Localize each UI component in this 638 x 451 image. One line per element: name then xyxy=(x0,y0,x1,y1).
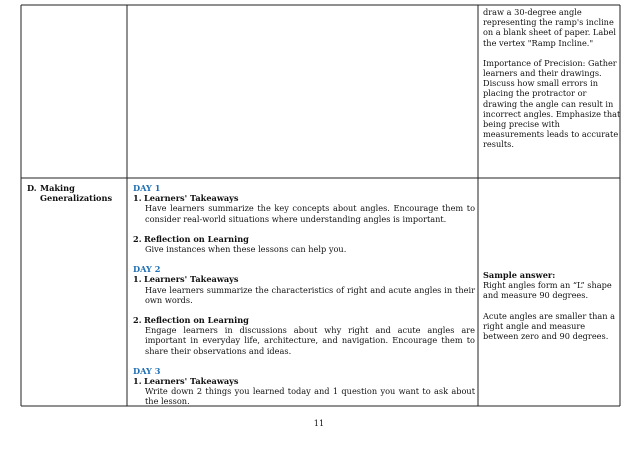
item-title: Learners' Takeaways xyxy=(144,193,239,204)
item-text: Have learners summarize the characteristics of right and acute angles in their own words. xyxy=(145,284,475,305)
sample-answer-acute-angles: Acute angles are smaller than a right angle and measure between zero and 90 degrees. xyxy=(483,310,616,342)
item-number: 2. xyxy=(133,233,142,244)
item-text: Engage learners in discussions about why right and acute angles are important in everyday life, architecture, and navigation. Encourage them to share their observations and ideas. xyxy=(145,325,475,356)
section-title-line1: Making xyxy=(40,183,75,193)
ramp-instruction-text: draw a 30-degree angle representing the ramp's incline on a blank sheet of paper. Label the vertex "Ramp Incline." xyxy=(483,7,616,48)
list-item xyxy=(133,234,475,254)
day-label: DAY 1 xyxy=(133,183,161,193)
item-text: Give instances when these lessons can help you. xyxy=(145,244,347,255)
sample-answer-title: Sample answer: xyxy=(483,270,556,280)
section-label-cell xyxy=(27,183,117,203)
precision-paragraph: Importance of Precision: Gather learners and their drawings. Discuss how small errors in placing the protractor or drawing the angle can result in incorrect angles. Emphasize that being precise with measurements leads to accurate results. xyxy=(483,57,621,150)
section-title-line2: Generalizations xyxy=(40,193,113,204)
list-item xyxy=(133,376,475,407)
item-title: Learners' Takeaways xyxy=(144,376,239,387)
day-label: DAY 2 xyxy=(133,264,161,275)
section-heading xyxy=(27,183,117,203)
sample-answer-right-angles: Right angles form an “L” shape and measure 90 degrees. xyxy=(483,280,612,301)
item-number: 1. xyxy=(133,274,142,285)
item-title: Reflection on Learning xyxy=(144,315,249,326)
list-item xyxy=(133,274,475,305)
list-item xyxy=(133,315,475,356)
item-text: Write down 2 things you learned today and 1 question you want to ask about the lesson. xyxy=(145,386,475,407)
list-item xyxy=(133,193,475,224)
lesson-content-cell xyxy=(133,183,475,407)
item-number: 1. xyxy=(133,376,142,387)
item-title: Learners' Takeaways xyxy=(144,274,239,285)
item-text: Have learners summarize the key concepts about angles. Encourage them to consider real-world situations where understanding angles is important. xyxy=(145,203,475,224)
section-letter: D. xyxy=(27,183,37,193)
item-title: Reflection on Learning xyxy=(144,233,249,244)
page-number: 11 xyxy=(313,418,325,428)
day-label: DAY 3 xyxy=(133,365,161,376)
item-number: 1. xyxy=(133,193,142,204)
sample-answer-cell xyxy=(483,270,623,341)
item-number: 2. xyxy=(133,315,142,326)
top-right-cell xyxy=(483,7,623,150)
